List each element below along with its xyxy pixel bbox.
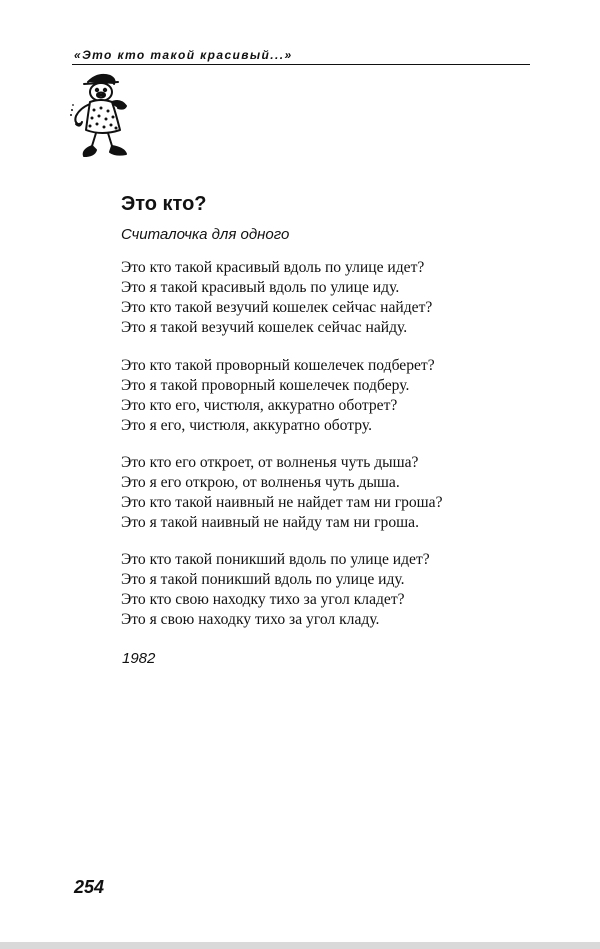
stanza [121,356,435,436]
poem-line: Это кто такой красивый вдоль по улице идет? [121,259,425,276]
stanza [121,550,430,630]
dancing-character-icon [68,70,134,162]
poem-line: Это я такой наивный не найду там ни гроша. [121,514,419,531]
poem-title: Это кто? [121,193,207,215]
poem-subtitle: Считалочка для одного [121,226,290,243]
poem-line: Это я такой поникший вдоль по улице иду. [121,571,405,588]
poem-line: Это кто его откроет, от волненья чуть дыша? [121,454,419,471]
poem-line: Это кто такой поникший вдоль по улице идет? [121,551,430,568]
poem-line: Это кто такой проворный кошелечек подберет? [121,357,435,374]
header-rule [72,64,530,65]
stanza [121,453,443,533]
poem-line: Это я такой проворный кошелечек подберу. [121,377,410,394]
poem-line: Это я такой везучий кошелек сейчас найду. [121,319,408,336]
poem-line: Это кто свою находку тихо за угол кладет? [121,591,405,608]
running-head-title: «Это кто такой красивый...» [74,48,293,62]
poem-line: Это я свою находку тихо за угол кладу. [121,611,380,628]
poem-line: Это кто такой наивный не найдет там ни гроша? [121,494,443,511]
page-bottom-edge [0,942,600,949]
poem-line: Это я его, чистюля, аккуратно оботру. [121,417,372,434]
page-number: 254 [74,877,105,897]
poem-line: Это кто такой везучий кошелек сейчас найдет? [121,299,433,316]
poem-line: Это я такой красивый вдоль по улице иду. [121,279,400,296]
stanza [121,258,432,338]
poem-year: 1982 [122,650,156,667]
poem-line: Это я его открою, от волненья чуть дыша. [121,474,400,491]
poem-line: Это кто его, чистюля, аккуратно оботрет? [121,397,398,414]
